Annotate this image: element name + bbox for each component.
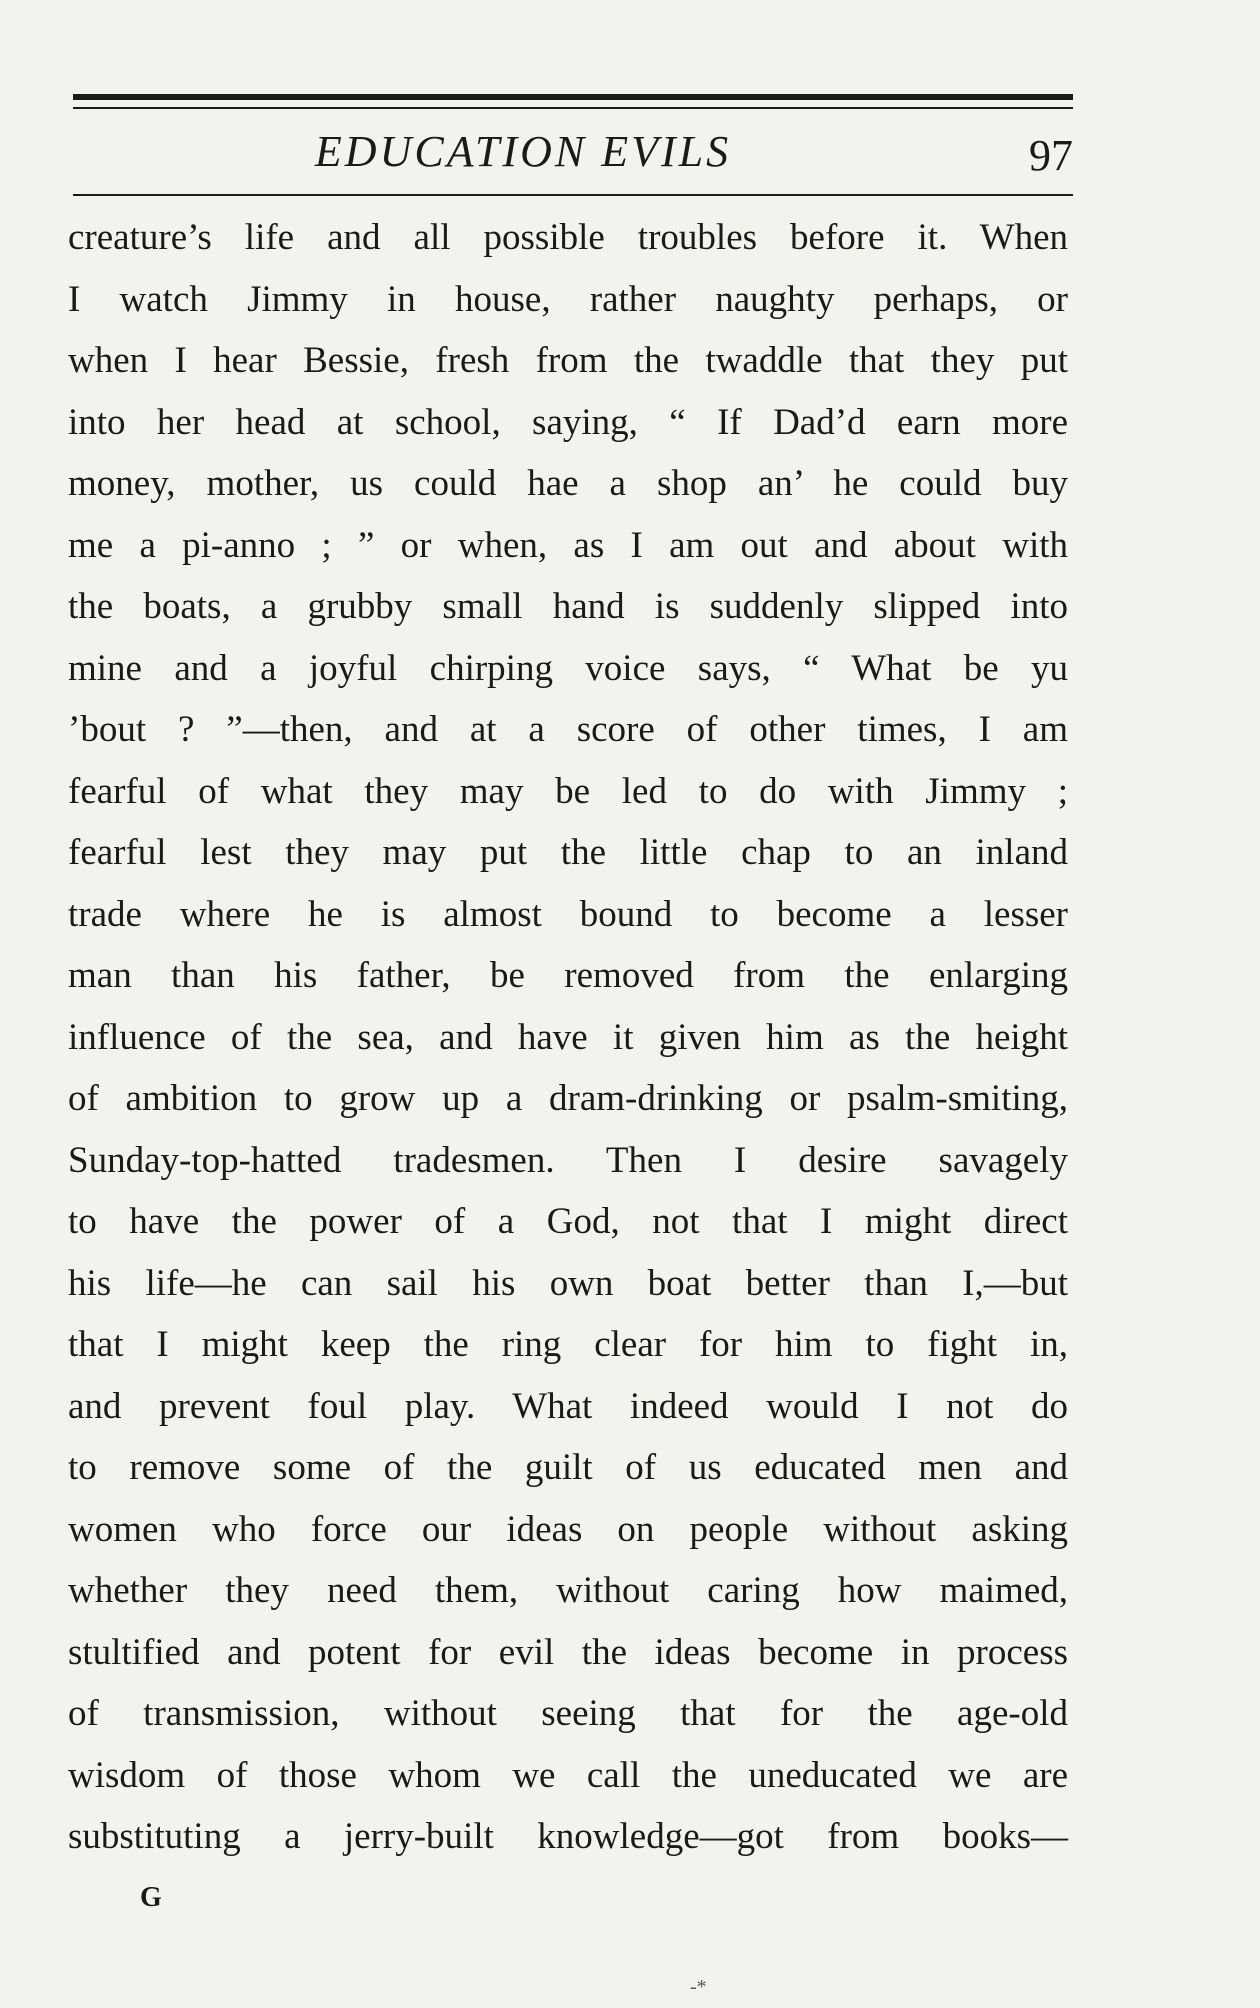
header-rule-bottom: [73, 194, 1073, 196]
page-number: 97: [1029, 131, 1073, 180]
text-line: whether they need them, without caring how maimed,: [68, 1570, 1068, 1611]
text-line: Sunday-top-hatted tradesmen. Then I desire savagely: [68, 1139, 1068, 1181]
header-rule-thin: [73, 107, 1073, 109]
text-line: of ambition to grow up a dram-drinking or psalm-smiting,: [68, 1078, 1068, 1119]
header-rule-thick: [73, 94, 1073, 100]
text-line: money, mother, us could hae a shop an’ he could buy: [68, 463, 1068, 504]
stray-mark: -*: [690, 1976, 707, 1998]
text-line: stultified and potent for evil the ideas become in process: [68, 1631, 1068, 1673]
text-line: fearful lest they may put the little chap to an inland: [68, 832, 1068, 873]
signature-mark: G: [140, 1882, 162, 1913]
text-line: and prevent foul play. What indeed would I not do: [68, 1385, 1068, 1427]
text-line: substituting a jerry-built knowledge—got from books—: [68, 1816, 1068, 1857]
text-line: of transmission, without seeing that for the age-old: [68, 1693, 1068, 1734]
text-line: his life—he can sail his own boat better than I,—but: [68, 1262, 1068, 1304]
text-line: into her head at school, saying, “ If Dad’d earn more: [68, 401, 1068, 443]
text-line: ’bout ? ”—then, and at a score of other times, I am: [68, 709, 1068, 750]
text-line: to have the power of a God, not that I might direct: [68, 1201, 1068, 1242]
text-line: women who force our ideas on people without asking: [68, 1508, 1068, 1550]
text-line: me a pi-anno ; ” or when, as I am out and about with: [68, 524, 1068, 566]
text-line: when I hear Bessie, fresh from the twaddle that they put: [68, 340, 1068, 381]
text-line: creature’s life and all possible troubles before it. When: [68, 217, 1068, 258]
running-title: EDUCATION EVILS: [314, 127, 732, 176]
text-line: fearful of what they may be led to do with Jimmy ;: [68, 770, 1068, 812]
text-line: mine and a joyful chirping voice says, “ What be yu: [68, 647, 1068, 689]
text-line: man than his father, be removed from the enlarging: [68, 955, 1068, 996]
text-line: influence of the sea, and have it given him as the height: [68, 1016, 1068, 1058]
running-head: [73, 118, 1073, 188]
text-line: that I might keep the ring clear for him to fight in,: [68, 1324, 1068, 1365]
text-line: the boats, a grubby small hand is suddenly slipped into: [68, 586, 1068, 627]
text-line: wisdom of those whom we call the uneducated we are: [68, 1754, 1068, 1796]
text-line: trade where he is almost bound to become a lesser: [68, 893, 1068, 935]
text-line: to remove some of the guilt of us educated men and: [68, 1447, 1068, 1488]
body-text: [68, 207, 1068, 1868]
text-line: I watch Jimmy in house, rather naughty perhaps, or: [68, 278, 1068, 320]
